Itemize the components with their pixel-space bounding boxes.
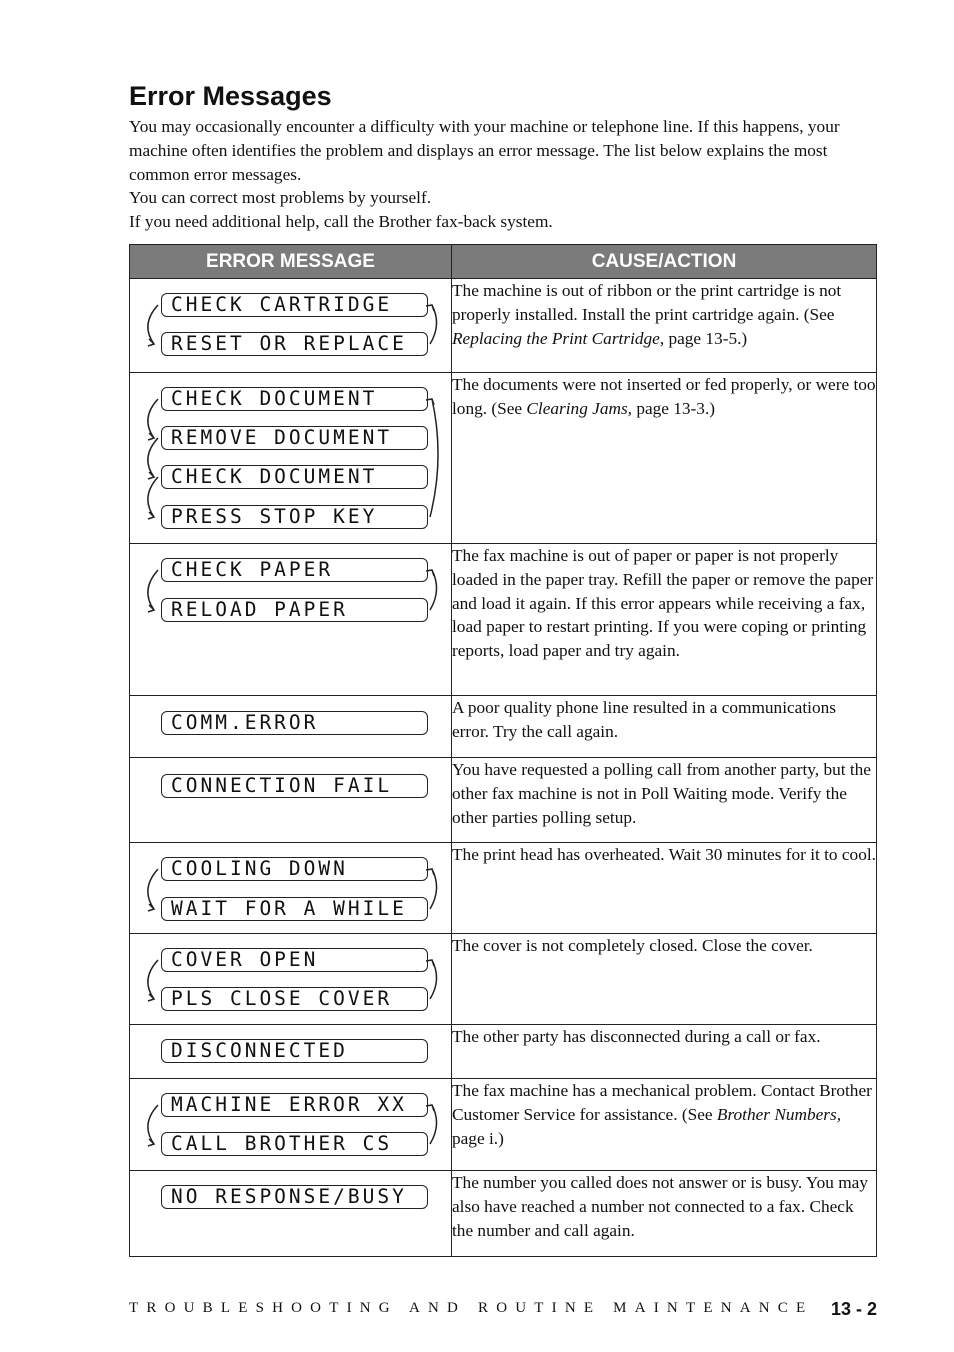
header-cause-action: CAUSE/ACTION [452,245,877,279]
lcd-display-message: COMM.ERROR [161,711,428,735]
table-row [130,1079,877,1171]
cycle-arrows-icon [130,544,452,696]
lcd-message-cell [130,758,452,843]
lcd-display-message: CHECK PAPER [161,558,428,582]
lcd-message-cell [130,696,452,758]
cross-reference: Brother Numbers, [716,1104,842,1124]
lcd-display-message: RELOAD PAPER [161,598,428,622]
lcd-message-cell [130,1171,452,1257]
lcd-display-message: RESET OR REPLACE [161,332,428,356]
cause-text: page 13-3.) [632,398,716,418]
lcd-display-message: CHECK DOCUMENT [161,465,428,489]
lcd-display-message: WAIT FOR A WHILE [161,897,428,921]
lcd-message-cell [130,843,452,934]
lcd-message-cell [130,544,452,696]
page-title: Error Messages [129,81,332,111]
cause-text: The cover is not completely closed. Close the cover. [452,936,813,955]
table-row [130,373,877,544]
error-messages-table [129,244,877,1257]
cycle-arrows-icon [130,843,452,934]
cause-text: The other party has disconnected during a call or fax. [452,1027,821,1046]
table-row [130,279,877,373]
cause-text: page 13-5.) [664,328,748,348]
page-number: 13 - 2 [830,1299,877,1319]
cause-action-cell [452,934,877,1025]
lcd-display-message: CALL BROTHER CS [161,1132,428,1156]
table-row [130,843,877,934]
cause-text: The documents were not inserted or fed properly, or were too long. (See [452,375,876,418]
lcd-display-message: CONNECTION FAIL [161,774,428,798]
lcd-display-message: REMOVE DOCUMENT [161,426,428,450]
cause-action-cell [452,373,877,544]
table-row [130,696,877,758]
lcd-display-message: DISCONNECTED [161,1039,428,1063]
lcd-display-message: CHECK DOCUMENT [161,387,428,411]
footer-section-title: TROUBLESHOOTING AND ROUTINE MAINTENANCE [129,1300,814,1316]
cause-text: The fax machine has a mechanical problem. Contact Brother Customer Service for assistance. (See [452,1081,872,1124]
lcd-display-message: MACHINE ERROR XX [161,1093,428,1117]
lcd-display-message: CHECK CARTRIDGE [161,293,428,317]
cause-action-cell [452,696,877,758]
cross-reference: Replacing the Print Cartridge, [452,328,665,348]
cause-text: The number you called does not answer or is busy. You may also have reached a number not connected to a fax. Check the number and call again. [452,1173,868,1240]
cycle-arrows-icon [130,1079,452,1171]
cause-text: The print head has overheated. Wait 30 minutes for it to cool. [452,845,876,864]
cause-action-cell [452,843,877,934]
lcd-message-cell [130,934,452,1025]
cause-action-cell [452,1079,877,1171]
lcd-display-message: COOLING DOWN [161,857,428,881]
cause-text: The fax machine is out of paper or paper is not properly loaded in the paper tray. Refill the paper or remove the paper and load it again. If this error appears while receiving a fax, load paper to restart printing. If you were coping or printing reports, load paper and try again. [452,546,874,661]
lcd-display-message: COVER OPEN [161,948,428,972]
lcd-message-cell [130,373,452,544]
intro-paragraph: If you need additional help, call the Brother fax-back system. [129,212,553,232]
header-error-message: ERROR MESSAGE [130,245,452,279]
cause-text: A poor quality phone line resulted in a communications error. Try the call again. [452,698,836,741]
table-row [130,758,877,843]
table-row [130,1025,877,1079]
lcd-message-cell [130,1079,452,1171]
table-header-row [130,245,877,279]
page-footer [129,1300,877,1317]
cause-text: page i.) [452,1128,504,1148]
cause-action-cell [452,1171,877,1257]
intro-paragraph: You may occasionally encounter a difficulty with your machine or telephone line. If this happens, your machine often identifies the problem and displays an error message. The list below explains the most common error messages. [129,117,840,184]
cause-text: The machine is out of ribbon or the print cartridge is not properly installed. Install the print cartridge again. (See [452,281,842,324]
cycle-arrows-icon [130,279,452,373]
lcd-display-message: PLS CLOSE COVER [161,987,428,1011]
table-row [130,934,877,1025]
cause-action-cell [452,1025,877,1079]
cause-text: You have requested a polling call from another party, but the other fax machine is not in Poll Waiting mode. Verify the other parties polling setup. [452,760,871,827]
cycle-arrows-icon [130,934,452,1025]
lcd-display-message: PRESS STOP KEY [161,505,428,529]
cycle-arrows-icon [130,373,452,544]
table-row [130,1171,877,1257]
cause-action-cell [452,279,877,373]
lcd-message-cell [130,279,452,373]
intro-text [129,115,877,234]
cause-action-cell [452,544,877,696]
cause-action-cell [452,758,877,843]
lcd-display-message: NO RESPONSE/BUSY [161,1185,428,1209]
intro-paragraph: You can correct most problems by yourself. [129,188,432,208]
cross-reference: Clearing Jams, [526,398,632,418]
lcd-message-cell [130,1025,452,1079]
table-row [130,544,877,696]
